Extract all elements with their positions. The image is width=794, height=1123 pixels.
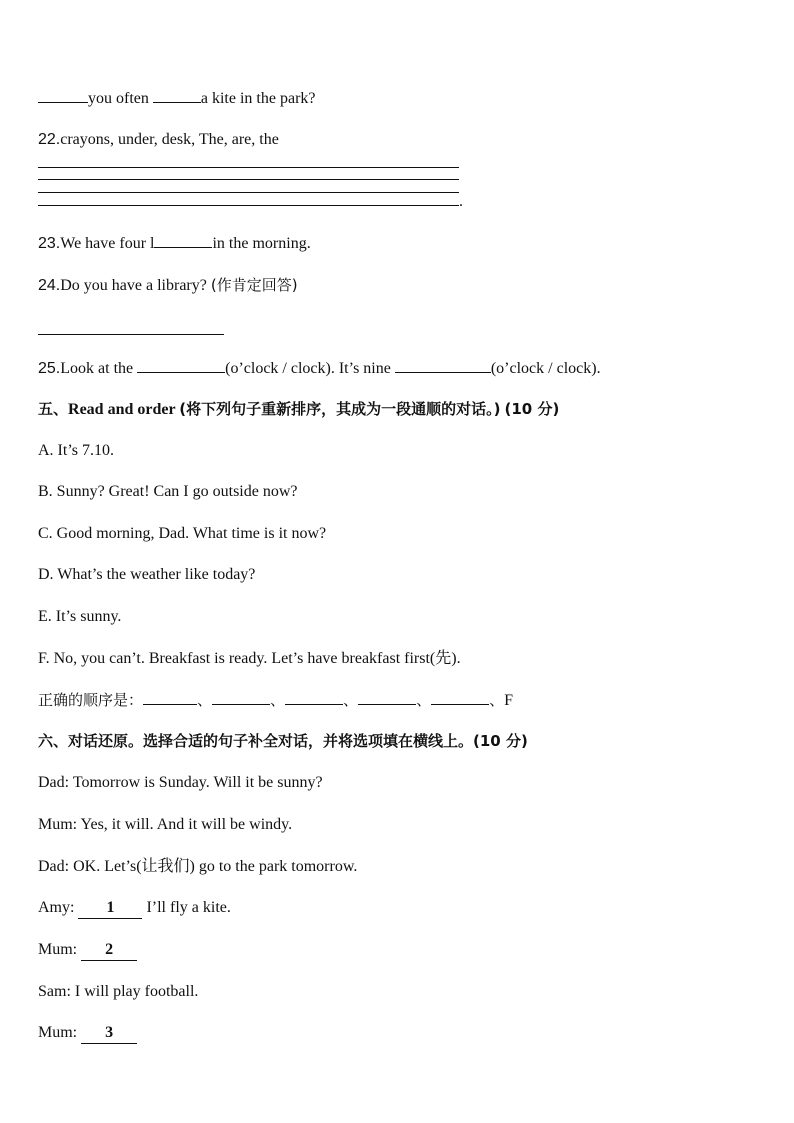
answer-blank[interactable] — [212, 690, 270, 705]
answer-blank[interactable] — [431, 690, 489, 705]
order-item-e: E. It’s sunny. — [38, 608, 122, 625]
answer-blank[interactable] — [154, 233, 212, 248]
dialogue-line-6: Sam: I will play football. — [38, 983, 199, 1000]
answer-blank[interactable] — [143, 690, 197, 705]
order-item-b: B. Sunny? Great! Can I go outside now? — [38, 483, 298, 500]
answer-line[interactable] — [38, 334, 224, 335]
answer-blank[interactable] — [358, 690, 416, 705]
dialogue-line-5: Mum: 2 — [38, 940, 137, 961]
question-23: 23.We have four l in the morning. — [38, 235, 311, 252]
question-25: 25.Look at the (o’clock / clock). It’s nine (o’clock / clock). — [38, 360, 601, 377]
answer-blank[interactable] — [137, 358, 225, 373]
question-21: you often a kite in the park? — [38, 88, 316, 109]
dialogue-blank-3[interactable]: 3 — [81, 1023, 137, 1044]
order-item-c: C. Good morning, Dad. What time is it now? — [38, 525, 327, 542]
dialogue-line-7: Mum: 3 — [38, 1023, 137, 1044]
dialogue-blank-2[interactable]: 2 — [81, 940, 137, 961]
answer-blank[interactable] — [395, 358, 491, 373]
question-22: 22.crayons, under, desk, The, are, the — [38, 131, 279, 148]
section-5-heading: 五、Read and order (将下列句子重新排序，其成为一段通顺的对话。) (10 分) — [38, 400, 560, 418]
period-mark: . — [459, 193, 463, 210]
order-answer-row: 正确的顺序是： 、 、 、 、 、F — [38, 691, 513, 709]
answer-blank[interactable] — [285, 690, 343, 705]
dialogue-line-3: Dad: OK. Let’s(让我们) go to the park tomorrow. — [38, 858, 358, 875]
dialogue-line-4: Amy: 1 I’ll fly a kite. — [38, 898, 231, 919]
order-item-a: A. It’s 7.10. — [38, 442, 114, 459]
dialogue-blank-1[interactable]: 1 — [78, 898, 142, 919]
dialogue-line-2: Mum: Yes, it will. And it will be windy. — [38, 816, 293, 833]
answer-line[interactable] — [38, 167, 459, 168]
answer-line[interactable] — [38, 179, 459, 180]
dialogue-line-1: Dad: Tomorrow is Sunday. Will it be sunny? — [38, 774, 323, 791]
question-24: 24.Do you have a library? (作肯定回答) — [38, 276, 298, 294]
answer-line[interactable] — [38, 205, 459, 206]
section-6-heading: 六、对话还原。选择合适的句子补全对话，并将选项填在横线上。(10 分) — [38, 732, 528, 750]
order-item-d: D. What’s the weather like today? — [38, 566, 256, 583]
answer-line[interactable] — [38, 192, 459, 193]
answer-blank[interactable] — [153, 88, 201, 103]
answer-blank[interactable] — [38, 88, 88, 103]
order-item-f: F. No, you can’t. Breakfast is ready. Let’s have breakfast first(先). — [38, 650, 461, 667]
